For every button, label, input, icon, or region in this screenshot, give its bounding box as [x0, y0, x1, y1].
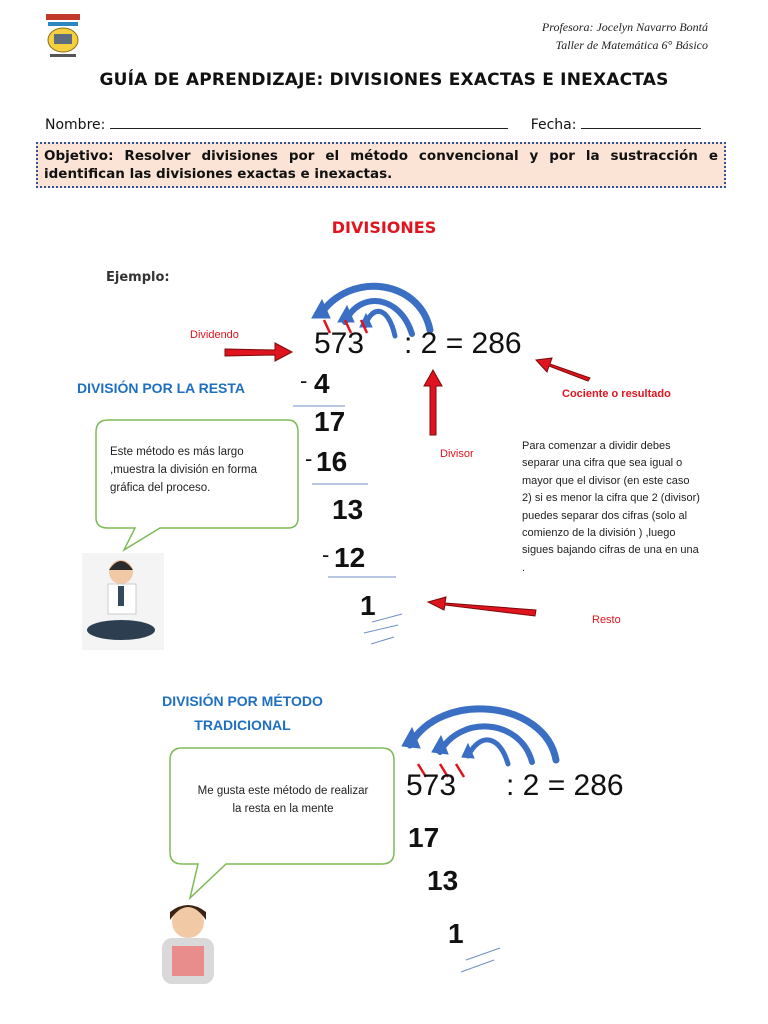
remainder-value: 1 — [360, 590, 376, 621]
page-title: GUÍA DE APRENDIZAJE: DIVISIONES EXACTAS E INEXACTAS — [99, 70, 669, 90]
teacher-name: Profesora: Jocelyn Navarro Bontá — [541, 20, 708, 34]
method2-title-line2: TRADICIONAL — [194, 717, 291, 733]
step-value: 13 — [427, 865, 459, 896]
objective-text: Resolver divisiones por el método convencional y por la sustracción e identifican las divisiones exactas e inexactas. — [44, 148, 718, 182]
remainder-value-2: 1 — [448, 918, 464, 949]
step-value: 16 — [316, 446, 348, 477]
curved-arrow-icon — [402, 709, 556, 764]
girl-reading-image — [162, 905, 214, 984]
step-value: 13 — [332, 494, 364, 525]
boy-thinking-image — [82, 553, 164, 650]
step-value: 4 — [314, 368, 330, 399]
quotient-label: Cociente o resultado — [562, 388, 671, 400]
name-label: Nombre: — [45, 117, 106, 133]
date-label: Fecha: — [530, 117, 577, 133]
method2-title — [130, 689, 355, 737]
division-expression: : 2 = 286 — [404, 327, 522, 360]
bubble1-text: Este método es más largo ,muestra la división en forma gráfica del proceso. — [110, 446, 258, 494]
dividend-value: 573 — [314, 327, 365, 360]
divisor-label: Divisor — [440, 448, 474, 460]
remainder-marks — [461, 948, 500, 972]
course-name: Taller de Matemática 6° Básico — [555, 38, 708, 52]
objective-label: Objetivo: — [44, 148, 114, 164]
division-expression-2: : 2 = 286 — [506, 769, 624, 802]
method1-title: DIVISIÓN POR LA RESTA — [77, 380, 246, 396]
remainder-label: Resto — [592, 614, 621, 626]
minus-sign: - — [300, 368, 308, 393]
section-title: DIVISIONES — [331, 218, 437, 237]
speech-bubble-2 — [170, 748, 394, 898]
step-value: 17 — [408, 822, 440, 853]
bubble2-text: Me gusta este método de realizar la resta en la mente — [197, 785, 369, 815]
minus-sign: - — [305, 446, 313, 471]
minus-sign: - — [322, 542, 330, 567]
step-value: 12 — [334, 542, 366, 573]
dividend-value-2: 573 — [406, 769, 457, 802]
explanation-text: Para comenzar a dividir debes separar una cifra que sea igual o mayor que el divisor (en este caso 2) si es menor la cifra que 2 (divisor) puedes separar dos cifras (solo al comienzo de la división ) ,luego sigues bajando cifras de una en una . — [522, 440, 700, 574]
dividend-label: Dividendo — [190, 329, 239, 341]
method2-title-line1: DIVISIÓN POR MÉTODO — [162, 693, 323, 709]
step-value: 17 — [314, 406, 346, 437]
example-label: Ejemplo: — [106, 270, 170, 285]
